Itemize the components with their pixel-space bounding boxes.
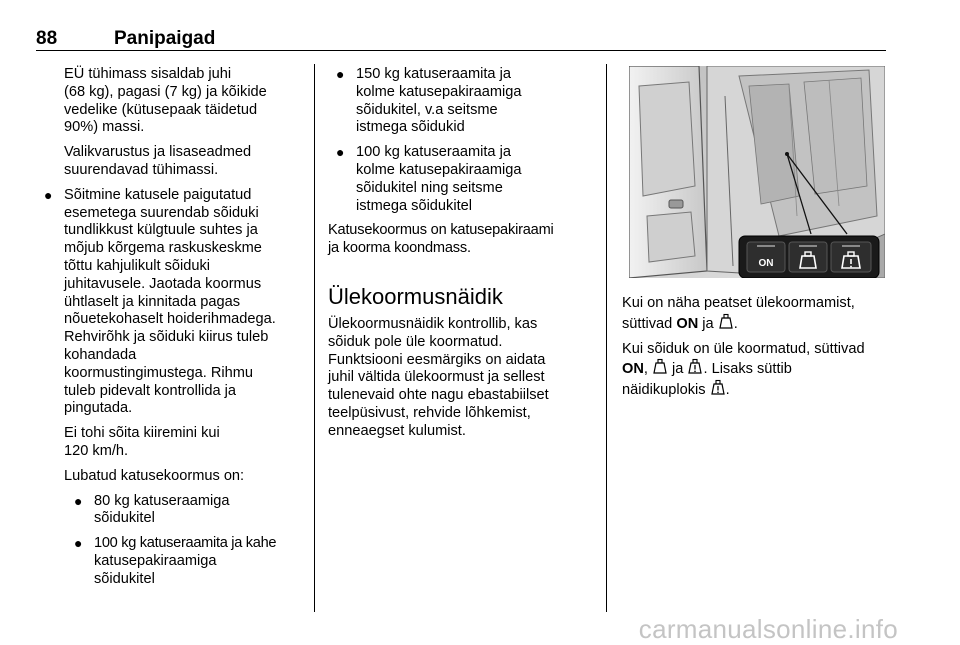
- text-line: sõidukitel: [94, 570, 155, 587]
- page-title: Panipaigad: [114, 28, 216, 49]
- text-line: tulenevaid ohte nagu ebastabiilset: [328, 387, 549, 404]
- overload-weight-icon: [710, 379, 726, 396]
- bullet-icon: ●: [336, 66, 345, 82]
- text-line: sõidukitel, v.a seitsme: [356, 101, 498, 118]
- text-line: sõidukitel ning seitsme: [356, 179, 503, 196]
- bullet-icon: ●: [44, 186, 53, 203]
- overload-weight-icon: [687, 358, 703, 375]
- overload-indicator-paragraph: [328, 316, 590, 441]
- vehicle-illustration: [629, 66, 885, 278]
- text-line: kohandada: [64, 346, 137, 363]
- text-line: koormustingimustega. Rihmu: [64, 364, 253, 381]
- roof-load-definition: [328, 222, 590, 258]
- text-line: 100 kg katuseraamita ja kahe: [94, 535, 277, 552]
- optional-equipment-paragraph: [36, 144, 308, 180]
- column-2: [328, 66, 590, 448]
- column-1: [36, 66, 308, 596]
- text-line: kolme katusepakiraamiga: [356, 83, 522, 100]
- text-line: teelpüsivust, rehvide lõhkemist,: [328, 404, 531, 421]
- text-line: EÜ tühimass sisaldab juhi: [64, 66, 232, 82]
- text-line: Kui sõiduk on üle koormatud, süttivad: [622, 340, 865, 357]
- bullet-roof-load-warning: [36, 187, 308, 418]
- text-line: (68 kg), pagasi (7 kg) ja kõikide: [64, 83, 267, 100]
- column-divider-2: [606, 64, 607, 612]
- text-line: juhil vältida ülekoormust ja sellest: [328, 369, 545, 386]
- overloaded-paragraph: [622, 341, 892, 400]
- on-label: ON: [622, 361, 644, 378]
- text-line: juhitavusele. Jaotada koormus: [64, 275, 262, 292]
- text-line: 100 kg katuseraamita ja: [356, 144, 511, 161]
- text-line: istmega sõidukid: [356, 119, 465, 136]
- imminent-overload-paragraph: [622, 295, 892, 334]
- section-heading: Ülekoormusnäidik: [328, 283, 503, 309]
- text-fragment: süttivad: [622, 315, 677, 332]
- bullet-icon: ●: [74, 535, 83, 552]
- text-line: tuleb pidevalt kontrollida ja: [64, 382, 236, 399]
- text-line: tundlikkust külgtuule suhtes ja: [64, 222, 258, 239]
- text-line: 150 kg katuseraamita ja: [356, 66, 511, 82]
- text-fragment: näidikuplokis: [622, 382, 710, 399]
- text-line: Kui on näha peatset ülekoormamist,: [622, 295, 855, 311]
- text-line: sõidukitel: [94, 510, 155, 527]
- text-fragment: ja: [698, 315, 718, 332]
- text-fragment: .: [725, 382, 730, 399]
- text-line: 80 kg katuseraamiga: [94, 492, 230, 509]
- sub-bullet-80kg: [36, 493, 308, 529]
- text-line: Ei tohi sõita kiiremini kui: [64, 425, 220, 442]
- text-line: Lubatud katusekoormus on:: [64, 467, 245, 484]
- text-line: Funktsiooni eesmärgiks on aidata: [328, 351, 546, 368]
- text-line: pingutada.: [64, 400, 133, 417]
- text-line: ühtlaselt ja kinnitada pagas: [64, 293, 241, 310]
- load-weight-icon: [652, 358, 668, 375]
- text-fragment: . Lisaks süttib: [703, 361, 792, 378]
- text-line: katusepakiraamiga: [94, 552, 217, 569]
- text-line: vedelike (kütusepaak täidetud: [64, 101, 258, 118]
- text-line: enneaegset kulumist.: [328, 422, 466, 439]
- speed-limit-paragraph: [36, 425, 308, 461]
- bullet-100kg-three: [328, 144, 590, 215]
- column-divider-1: [314, 64, 315, 612]
- on-label: ON: [676, 315, 699, 332]
- bullet-icon: ●: [336, 144, 345, 161]
- text-line: suurendavad tühimassi.: [64, 161, 219, 178]
- bullet-text: [64, 187, 308, 418]
- text-line: ja koorma koondmass.: [328, 240, 471, 257]
- sub-bullet-100kg-two: [36, 535, 308, 588]
- text-line: nõuetekohaselt hoiderihmadega.: [64, 311, 276, 328]
- page-number: 88: [36, 28, 58, 49]
- text-line: 90%) massi.: [64, 119, 145, 136]
- bullet-icon: ●: [74, 492, 83, 509]
- text-line: Ülekoormusnäidik kontrollib, kas: [328, 315, 538, 332]
- text-line: kolme katusepakiraamiga: [356, 161, 522, 178]
- column-3: [622, 295, 892, 407]
- text-line: Valikvarustus ja lisaseadmed: [64, 144, 252, 161]
- bullet-150kg: [328, 66, 590, 137]
- text-line: Rehvirõhk ja sõiduki kiirus tuleb: [64, 329, 269, 346]
- text-line: sõiduk pole üle koormatud.: [328, 333, 503, 350]
- empty-weight-paragraph: [36, 66, 308, 137]
- text-line: istmega sõidukitel: [356, 197, 472, 214]
- text-fragment: ,: [643, 361, 652, 378]
- load-weight-icon: [718, 313, 734, 330]
- vehicle-rear-door-figure: [629, 66, 885, 278]
- text-line: esemetega suurendab sõiduki: [64, 204, 259, 221]
- text-line: Sõitmine katusele paigutatud: [64, 186, 252, 203]
- header-rule: [36, 50, 886, 51]
- text-line: mõjub kõrgema raskuskeskme: [64, 240, 262, 257]
- figure-on-label: ON: [758, 258, 774, 269]
- text-line: Katusekoormus on katusepakiraami: [328, 222, 554, 239]
- allowed-roof-load-paragraph: [36, 468, 308, 486]
- text-fragment: .: [733, 315, 738, 332]
- text-fragment: ja: [668, 361, 688, 378]
- text-line: 120 km/h.: [64, 442, 129, 459]
- watermark: carmanualsonline.info: [638, 614, 898, 644]
- text-line: tõttu kahjulikult sõiduki: [64, 257, 211, 274]
